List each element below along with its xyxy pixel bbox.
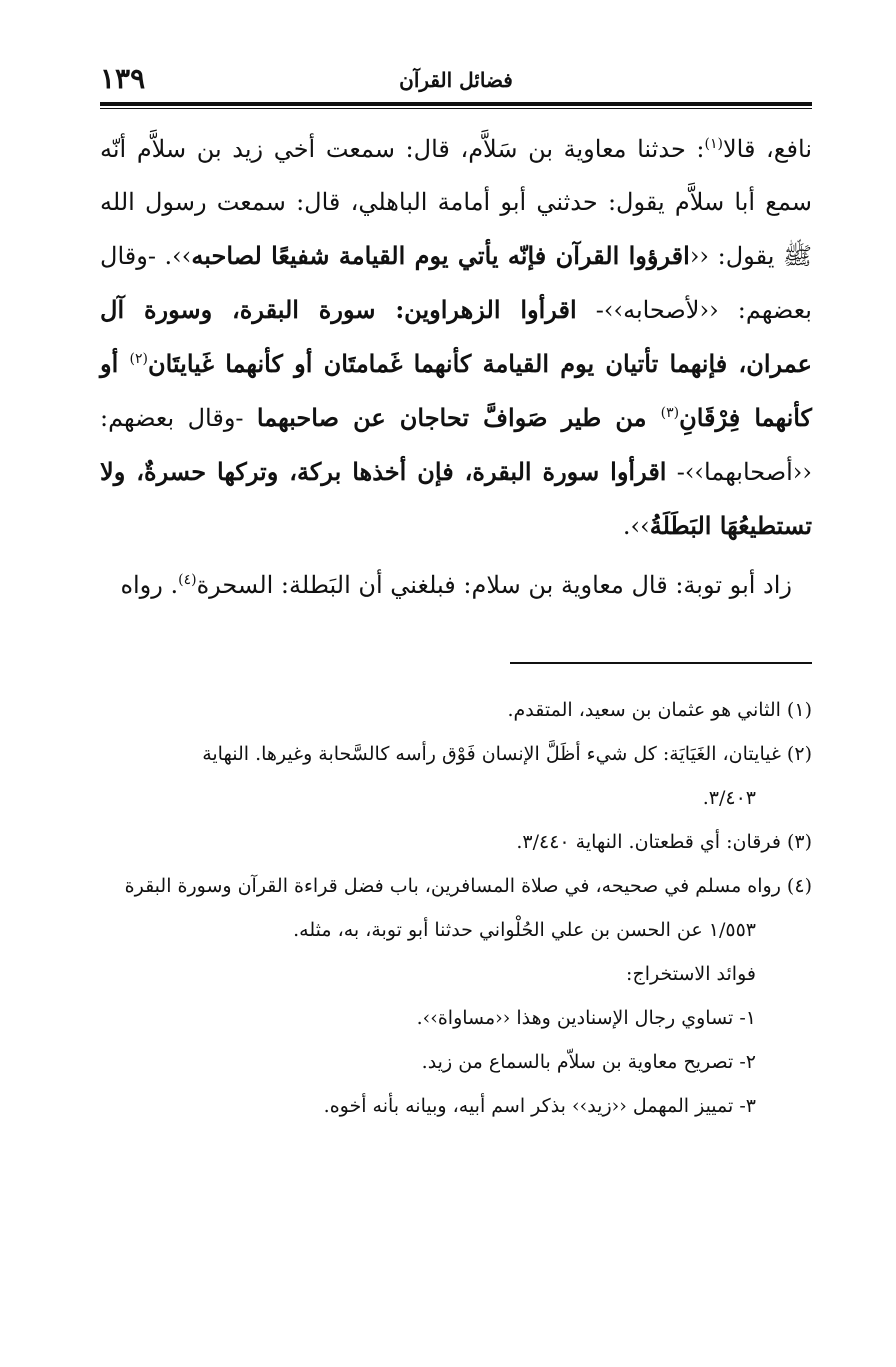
header-rule-thin [100, 108, 812, 109]
text-span: -وقال بعضهم: ‹‹أصحابهما››- [100, 404, 812, 486]
hadith-text-bold: أو كأنهما فِرْقَانِ [100, 349, 812, 432]
footnote-4 [100, 864, 812, 952]
paragraph-hadith [100, 123, 812, 553]
footnote-text: (٤) رواه مسلم في صحيحه، في صلاة المسافرين، باب فضل قراءة القرآن وسورة البقرة [124, 875, 812, 897]
page-header [100, 60, 812, 100]
hadith-text-bold: اقرؤوا القرآن فإنّه يأتي يوم القيامة شفيعًا لصاحبه [191, 241, 690, 270]
footnote-ref-3: (٣) [660, 405, 680, 421]
footnote-1: (١) الثاني هو عثمان بن سعيد، المتقدم. [507, 699, 812, 721]
footnotes [100, 688, 812, 1128]
benefit-item-3: ٣- تمييز المهمل ‹‹زيد›› بذكر اسم أبيه، وبيانه بأنه أخوه. [323, 1095, 756, 1117]
main-text [100, 123, 812, 612]
footnote-ref-1: (١) [704, 136, 723, 152]
benefits-title: فوائد الاستخراج: [626, 963, 756, 985]
benefit-item-1: ١- تساوي رجال الإسنادين وهذا ‹‹مساواة››. [416, 1007, 756, 1029]
text-span: : حدثنا معاوية بن سَلاَّم، قال: سمعت أخي زيد بن سلاَّم أنّه سمع أبا سلاَّم يقول: حدثني أبو أمامة الباهلي، قال: سمعت رسول الله ﷺ يقول: ‹‹ [100, 135, 813, 270]
footnote-ref-4: (٤) [178, 572, 197, 588]
benefit-item-2: ٢- تصريح معاوية بن سلاّم بالسماع من زيد. [421, 1051, 756, 1073]
running-title: فضائل القرآن [399, 68, 513, 92]
footnote-separator [510, 662, 812, 664]
text-span: . رواه [120, 571, 179, 599]
footnote-3: (٣) فرقان: أي قطعتان. النهاية ٣/٤٤٠. [516, 831, 812, 853]
footnote-continuation: ٣/٤٠٣. [702, 787, 756, 809]
book-page [100, 60, 812, 1128]
hadith-text-bold: من طير صَوافَّ تحاجان عن صاحبهما [256, 403, 661, 432]
header-rule-thick [100, 102, 812, 106]
page-number: ١٣٩ [100, 62, 146, 95]
text-span: زاد أبو توبة: قال معاوية بن سلام: فبلغني أن البَطلة: السحرة [196, 571, 792, 599]
hadith-text-bold: اقرأوا الزهراوين: سورة البقرة، وسورة آل عمران، فإنهما تأتيان يوم القيامة كأنهما غَمامتَان أو كأنهما غَيايتَان [100, 295, 812, 378]
footnote-continuation: ١/٥٥٣ عن الحسن بن علي الحُلْواني حدثنا أبو توبة، به، مثله. [293, 919, 756, 941]
hadith-text-bold: اقرأوا سورة البقرة، فإن أخذها بركة، وتركها حسرةٌ، ولا تستطيعُهَا البَطَلَةُ [100, 457, 812, 540]
footnote-ref-2: (٢) [129, 351, 148, 367]
text-span: نافع، قالا [722, 135, 812, 163]
footnote-2 [100, 732, 812, 820]
text-span: ››. -وقال بعضهم: ‹‹لأصحابه››- [100, 242, 812, 324]
paragraph-addition [100, 559, 812, 612]
text-span: ››. [622, 512, 650, 540]
footnote-text: (٢) غيايتان، الغَيَايَة: كل شيء أظَلَّ الإنسان فَوْق رأسه كالسَّحابة وغيرها. النهاية [202, 743, 812, 765]
